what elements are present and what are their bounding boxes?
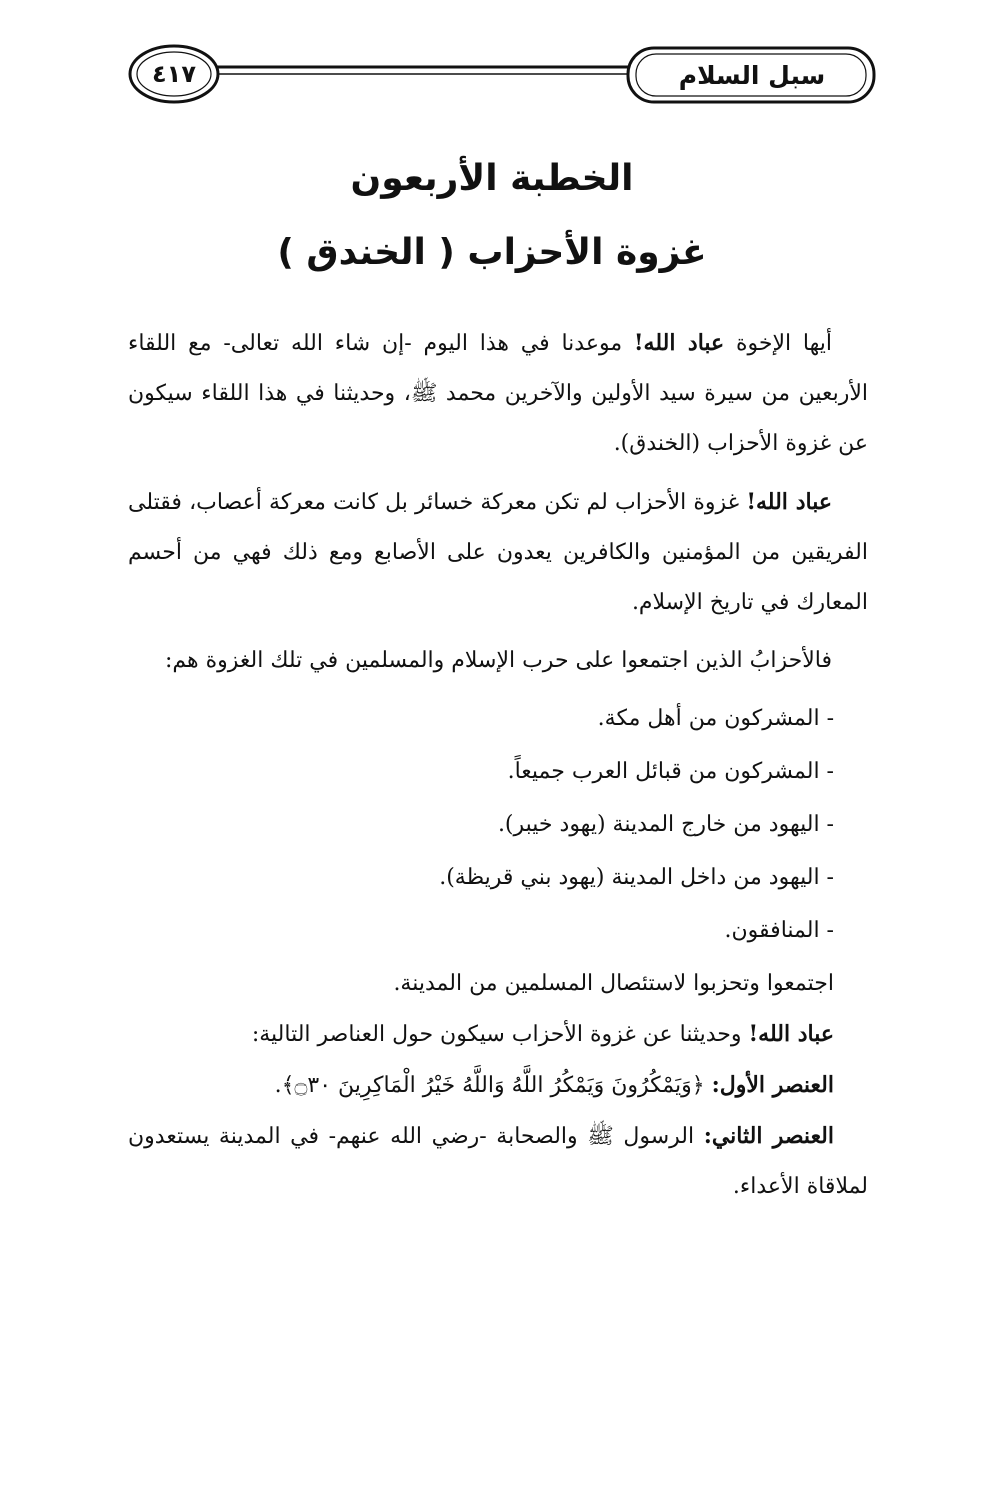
paragraph-confederates: فالأحزابُ الذين اجتمعوا على حرب الإسلام والمسلمين في تلك الغزوة هم: <box>164 648 832 673</box>
paragraph-intro <box>128 318 868 469</box>
paragraph-battle <box>128 477 868 628</box>
elements-text: وحديثنا عن غزوة الأحزاب سيكون حول العناصر التالية: <box>251 1022 749 1047</box>
page-number: ٤١٧ <box>152 60 196 88</box>
list-item: - المشركون من أهل مكة. <box>597 706 834 731</box>
battle-bold: عباد الله! <box>746 489 833 515</box>
element-two-text: الرسول ﷺ والصحابة -رضي الله عنهم- في المدينة يستعدون لملاقاة الأعداء. <box>128 1124 868 1199</box>
element-two <box>128 1111 868 1212</box>
line-elements <box>128 1009 868 1060</box>
element-one-text: ﴿وَيَمْكُرُونَ وَيَمْكُرُ اللَّهُ وَاللَّهُ خَيْرُ الْمَاكِرِينَ ۝٣٠﴾. <box>274 1073 712 1098</box>
sermon-subtitle: غزوة الأحزاب ( الخندق ) <box>277 232 707 273</box>
list-item: - المشركون من قبائل العرب جميعاً. <box>507 759 834 784</box>
list-item: - اليهود من خارج المدينة (يهود خيبر). <box>497 812 834 837</box>
book-title: سبل السلام <box>678 60 826 90</box>
list-item: - المنافقون. <box>724 918 834 943</box>
sermon-title: الخطبة الأربعون <box>350 158 634 199</box>
element-one <box>128 1060 868 1111</box>
list-item: - اليهود من داخل المدينة (يهود بني قريظة). <box>439 865 834 890</box>
element-one-label: العنصر الأول: <box>711 1072 834 1098</box>
page-header <box>0 0 984 130</box>
line-gathered: اجتمعوا وتحزبوا لاستئصال المسلمين من المدينة. <box>393 971 834 996</box>
element-two-label: العنصر الثاني: <box>703 1123 834 1149</box>
intro-lead: أيها الإخوة <box>724 331 832 356</box>
confederates-list <box>128 694 868 956</box>
battle-text: غزوة الأحزاب لم تكن معركة خسائر بل كانت معركة أعصاب، فقتلى الفريقين من المؤمنين والكافرين يعدون على الأصابع ومع ذلك فهي من أحسم المعارك في تاريخ الإسلام. <box>128 490 868 615</box>
intro-bold: عباد الله! <box>633 330 725 356</box>
intro-text: موعدنا في هذا اليوم -إن شاء الله تعالى- مع اللقاء الأربعين من سيرة سيد الأولين والآخرين محمد ﷺ، وحديثنا في هذا اللقاء سيكون عن غزوة الأحزاب (الخندق). <box>128 331 868 456</box>
sermon-body <box>128 318 868 1478</box>
elements-bold: عباد الله! <box>748 1021 834 1047</box>
